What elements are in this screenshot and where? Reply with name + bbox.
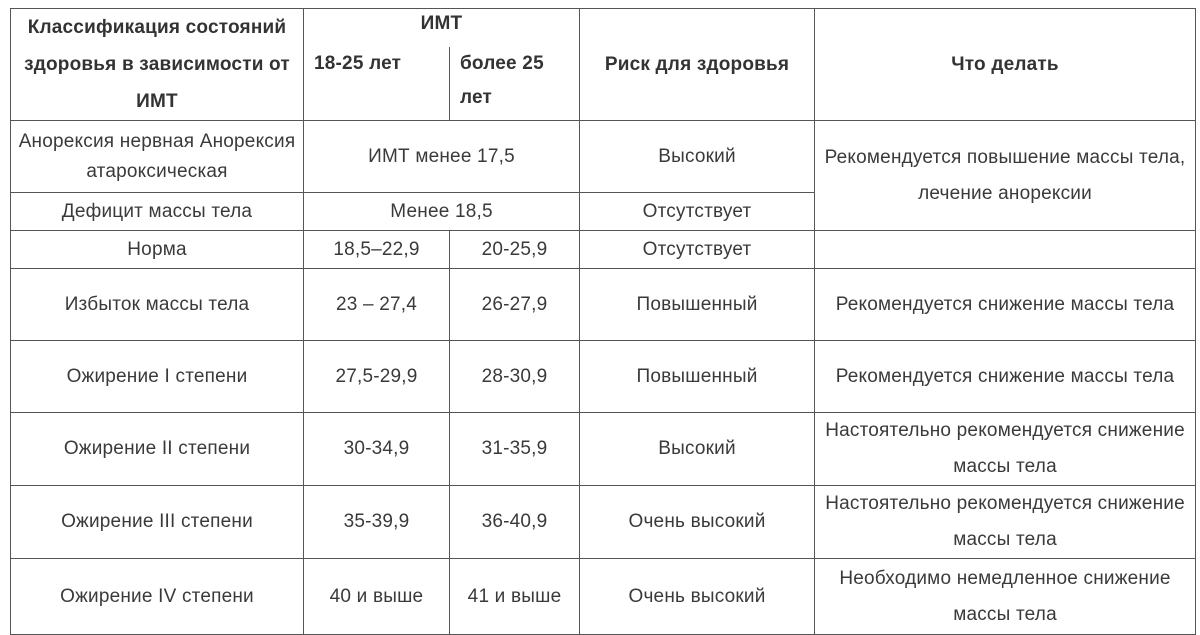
header-age-18-25: 18-25 лет [304, 47, 450, 121]
row-todo: Необходимо немедленное снижение массы тела [815, 559, 1196, 635]
row-todo: Настоятельно рекомендуется снижение массы тела [815, 486, 1196, 559]
row-imt-over-25: 41 и выше [450, 559, 580, 635]
row-name: Ожирение IV степени [11, 559, 304, 635]
row-imt: ИМТ менее 17,5 [304, 121, 580, 193]
header-row-1 [11, 9, 1196, 47]
table-row [11, 269, 1196, 341]
row-imt: Менее 18,5 [304, 193, 580, 231]
row-imt-over-25: 31-35,9 [450, 413, 580, 486]
row-todo: Настоятельно рекомендуется снижение массы тела [815, 413, 1196, 486]
row-todo: Рекомендуется снижение массы тела [815, 341, 1196, 413]
row-imt-18-25: 23 – 27,4 [304, 269, 450, 341]
header-risk: Риск для здоровья [580, 9, 815, 121]
row-imt-over-25: 36-40,9 [450, 486, 580, 559]
row-name: Ожирение I степени [11, 341, 304, 413]
row-risk: Очень высокий [580, 559, 815, 635]
row-name: Избыток массы тела [11, 269, 304, 341]
row-todo [815, 231, 1196, 269]
row-name: Норма [11, 231, 304, 269]
table-row [11, 559, 1196, 635]
header-age-over-25: более 25 лет [450, 47, 580, 121]
table-row [11, 341, 1196, 413]
row-risk: Повышенный [580, 341, 815, 413]
row-todo: Рекомендуется снижение массы тела [815, 269, 1196, 341]
header-imt: ИМТ [304, 9, 580, 47]
row-imt-18-25: 35-39,9 [304, 486, 450, 559]
row-risk: Отсутствует [580, 193, 815, 231]
table-row [11, 413, 1196, 486]
table-row [11, 121, 1196, 193]
table-row [11, 486, 1196, 559]
row-imt-18-25: 27,5-29,9 [304, 341, 450, 413]
row-risk: Отсутствует [580, 231, 815, 269]
row-imt-over-25: 26-27,9 [450, 269, 580, 341]
row-todo: Рекомендуется повышение массы тела, лечение анорексии [815, 121, 1196, 231]
row-name: Ожирение III степени [11, 486, 304, 559]
header-classification: Классификация состояний здоровья в зависимости от ИМТ [11, 9, 304, 121]
row-name: Дефицит массы тела [11, 193, 304, 231]
row-risk: Повышенный [580, 269, 815, 341]
row-imt-18-25: 40 и выше [304, 559, 450, 635]
row-imt-over-25: 20-25,9 [450, 231, 580, 269]
bmi-classification-table [10, 8, 1196, 635]
table-row [11, 231, 1196, 269]
row-imt-18-25: 30-34,9 [304, 413, 450, 486]
row-risk: Очень высокий [580, 486, 815, 559]
row-risk: Высокий [580, 413, 815, 486]
header-todo: Что делать [815, 9, 1196, 121]
row-imt-over-25: 28-30,9 [450, 341, 580, 413]
row-imt-18-25: 18,5–22,9 [304, 231, 450, 269]
row-name: Ожирение II степени [11, 413, 304, 486]
row-name: Анорексия нервная Анорексия атароксическая [11, 121, 304, 193]
row-risk: Высокий [580, 121, 815, 193]
